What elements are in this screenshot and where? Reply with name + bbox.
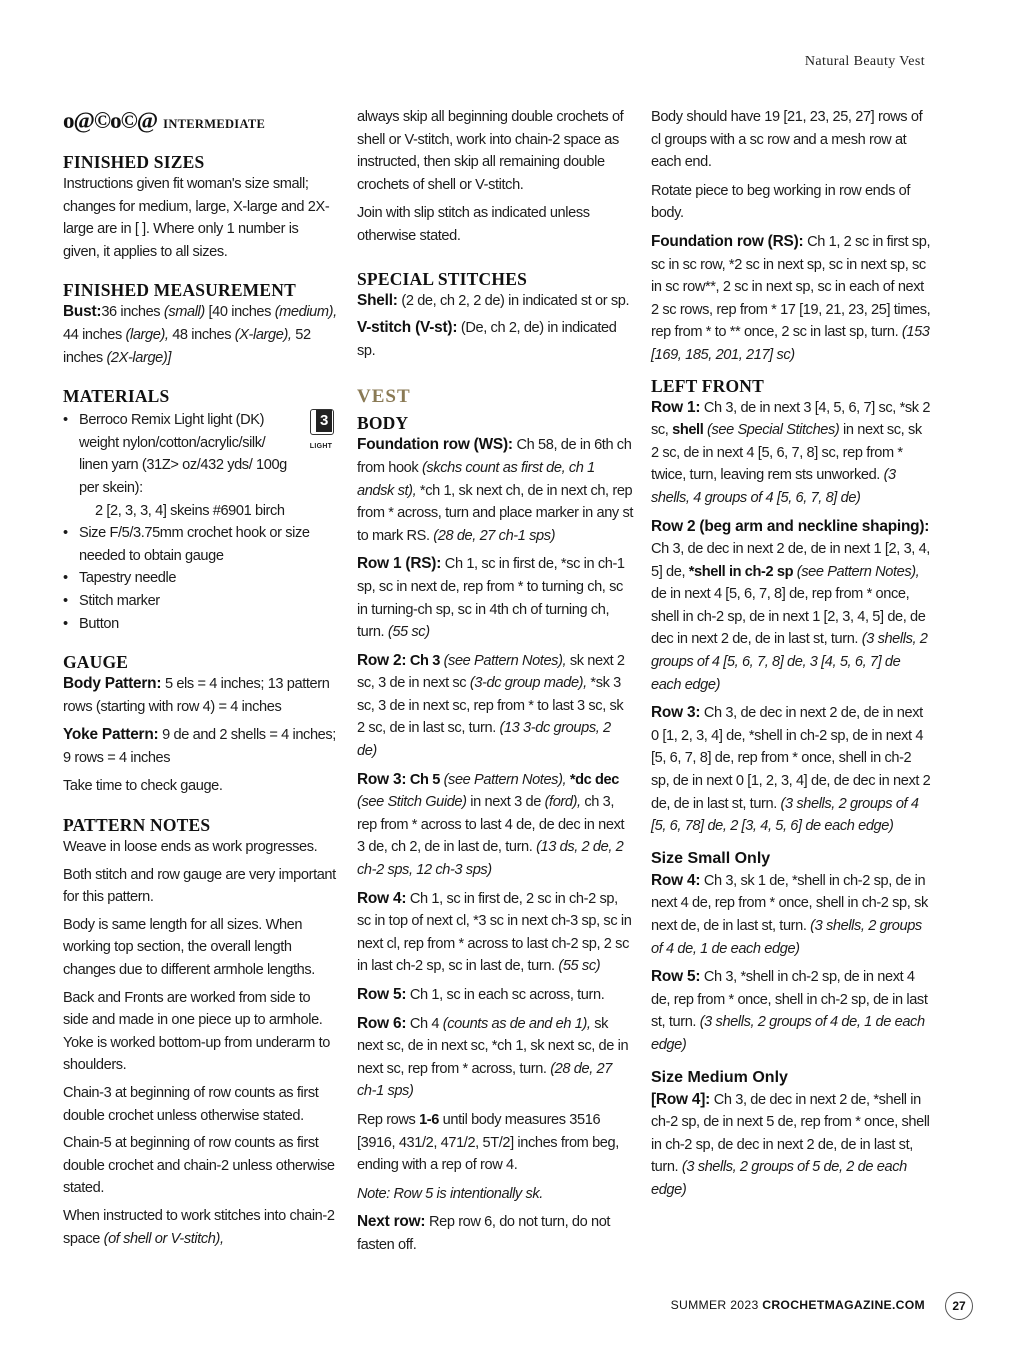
row-text: Ch 1, sc in first de, 2 sc in ch-2 sp, sc in top of next cl, *3 sc in next ch-3 sp, sc in next cl, rep from * across to last ch-2 sp, 2 sc in last ch-2 sp, sc in last de, turn. <box>357 890 632 975</box>
row-text: ch 3, rep from * across to last 4 de, de dec in next 3 de, ch 2, de in last de, turn. <box>357 794 625 856</box>
row-text: shell <box>672 422 704 439</box>
row-text: Ch 1, sc in first de, *sc in ch-1 sp, sc in next de, rep from * to turning ch, sc in turning-ch sp, sc in 4th ch of turning ch, turn. <box>357 556 625 641</box>
row-count: (3 shells, 2 groups of 4 [5, 6, 7, 8] de, 3 [4, 5, 6, 7] de each edge) <box>651 631 928 693</box>
page-number: 27 <box>945 1292 973 1320</box>
materials-heading: MATERIALS <box>63 386 170 407</box>
gauge-yoke-pattern <box>63 724 338 769</box>
row-text: (see Pattern Notes), <box>443 652 567 669</box>
yarn-description: Berroco Remix Light light (DK) weight nylon/cotton/acrylic/silk/ linen yarn (31Z> oz/432 yds/ 100g per skein): <box>79 412 287 496</box>
pattern-note: Body is same length for all sizes. When working top section, the overall length changes due to different armhole lengths. <box>63 916 315 979</box>
row-count: (55 sc) <box>387 624 430 641</box>
row-text: (ford), <box>544 794 581 811</box>
small-row-5 <box>651 966 931 1056</box>
row-label: Row 1: <box>651 398 701 416</box>
gauge-body-text: 5 els = 4 inches; 13 pattern rows (starting with row 4) = 4 inches <box>63 676 330 715</box>
materials-item: • Button <box>63 613 338 636</box>
yarn-weight-number: 3 <box>316 410 332 432</box>
row-text: Ch 58, de in 6th ch from hook <box>357 437 632 476</box>
row-text: until body measures 3516 [3916, 431/2, 471/2, 5T/2] inches from beg, ending with a rep of row 4. <box>357 1111 619 1174</box>
size-medium-heading: Size Medium Only <box>651 1068 788 1086</box>
row-label: Row 3: <box>357 770 407 788</box>
special-stitches-heading: SPECIAL STITCHES <box>357 268 528 289</box>
row-label: Row 3: <box>651 704 701 722</box>
row-text: Ch 3 <box>406 652 444 669</box>
row-text: *ch 1, sk next ch, de in next ch, rep from * across, turn and place marker in any st to mark RS. <box>357 482 634 544</box>
row-label: Row 5: <box>651 968 701 986</box>
row-label: Row 5: <box>357 986 407 1003</box>
pattern-note <box>63 1205 338 1250</box>
pattern-note-part: When instructed to work stitches into chain-2 space <box>63 1207 335 1247</box>
footer <box>671 1298 925 1312</box>
yoke-foundation-row <box>651 231 931 367</box>
bust-value: 44 inches <box>63 326 126 343</box>
materials-item: • Size F/5/3.75mm crochet hook or size needed to obtain gauge <box>63 522 338 567</box>
left-front-heading: LEFT FRONT <box>651 375 765 396</box>
materials-list <box>63 409 338 635</box>
footer-issue: SUMMER 2023 <box>670 1298 763 1312</box>
v-stitch-text: (De, ch 2, de) in indicated sp. <box>357 320 617 359</box>
row-text: de in next 4 [5, 6, 7, 8] de, rep from * once, shell in ch-2 sp, de in next 1 [2, 3, 4, 5] de, de dec in next 2 de, de in last st, turn. <box>651 586 926 648</box>
body-rows-note: Body should have 19 [21, 23, 25, 27] rows of cl groups with a sc row and a mesh row at each end. <box>651 109 923 171</box>
gauge-heading: GAUGE <box>63 652 129 673</box>
row-4 <box>357 888 634 978</box>
row-label: Row 1 (RS): <box>357 555 442 573</box>
rotate-note: Rotate piece to beg working in row ends of body. <box>651 182 911 222</box>
bust-size: (large), <box>125 326 169 343</box>
vest-heading: VEST <box>357 386 411 408</box>
pattern-note: Weave in loose ends as work progresses. <box>63 839 318 856</box>
row-count: (13 3-dc groups, 2 de) <box>357 720 611 760</box>
bust-size: (medium), <box>274 304 337 321</box>
running-head: Natural Beauty Vest <box>804 54 925 69</box>
row-text: in next 3 de <box>466 794 545 811</box>
row-count: (3 shells, 2 groups of 4 de, 1 de each edge) <box>651 918 922 957</box>
shell-stitch <box>357 290 634 313</box>
foundation-row <box>357 434 634 547</box>
row-count: (3 shells, 2 groups of 4 de, 1 de each edge) <box>651 1014 925 1053</box>
row-text: (see Pattern Notes), <box>793 563 920 580</box>
yarn-quantity: 2 [2, 3, 3, 4] skeins #6901 birch <box>95 502 285 519</box>
bust-value: [40 inches <box>204 304 275 321</box>
pattern-note: Both stitch and row gauge are very important for this pattern. <box>63 866 336 906</box>
gauge-body-label: Body Pattern: <box>63 675 162 693</box>
small-row-4 <box>651 870 931 960</box>
row-count: (13 ds, 2 de, 2 ch-2 sps, 12 ch-3 sps) <box>357 839 624 879</box>
row-text: (skchs count as first de, ch 1 andsk st), <box>357 459 595 499</box>
row-text: Ch 1, 2 sc in first sp, sc in sc row, *2 sc in next sp, sc in next sp, sc in sc row**, 2 sc in next sp, sc in each of next 2 sc rows, rep from * 17 [19, 21, 23, 25] times, rep from * to ** once, 2 sc in last sp, turn. <box>651 233 931 341</box>
note: Note: Row 5 is intentionally sk. <box>357 1185 543 1202</box>
row-count: (3 shells, 2 groups of 4 [5, 6, 78] de, 2 [3, 4, 5, 6] de each edge) <box>651 795 919 835</box>
footer-magazine: CROCHETMAGAZINE.COM <box>762 1298 925 1312</box>
gauge-note: Take time to check gauge. <box>63 778 223 795</box>
finished-measurement-text <box>63 301 338 369</box>
materials-item-yarn <box>63 409 338 522</box>
row-count: (55 sc) <box>558 958 601 975</box>
skill-level-icon: o@©o©@ <box>63 108 158 133</box>
repeat-instruction <box>357 1109 634 1177</box>
next-row <box>357 1211 634 1256</box>
bust-size: (X-large), <box>234 326 292 343</box>
pattern-note: Back and Fronts are worked from side to side and made in one piece up to armhole. Yoke is worked bottom-up from underarm to shoulders. <box>63 989 330 1074</box>
row-count: (28 de, 27 ch-1 sps) <box>433 527 556 544</box>
row-3 <box>357 769 634 882</box>
row-text: Ch 3, de dec in next 2 de, *shell in ch-2 sp, de in next 5 de, rep from * once, shell in ch-2 sp, de dec in next 2 de, de in last st, turn. <box>651 1091 930 1176</box>
row-text: Rep rows <box>357 1111 420 1128</box>
bust-value: 36 inches <box>101 304 164 321</box>
finished-sizes-text: Instructions given fit woman's size small; changes for medium, large, X-large and 2X-large are in [ ]. Where only 1 number is given, it applies to all sizes. <box>63 176 330 260</box>
row-text: (counts as de and eh 1), <box>442 1015 591 1032</box>
row-text: *shell in ch-2 sp <box>688 563 794 580</box>
column-3 <box>651 108 931 1208</box>
row-label: Next row: <box>357 1213 426 1231</box>
row-text: Ch 1, sc in each sc across, turn. <box>406 987 605 1003</box>
v-stitch-label: V-stitch (V-st): <box>357 319 458 337</box>
medium-row-4 <box>651 1089 931 1202</box>
v-stitch <box>357 317 634 362</box>
left-front-row-1 <box>651 397 931 510</box>
materials-item: • Tapestry needle <box>63 567 338 590</box>
pattern-note: Join with slip stitch as indicated unless otherwise stated. <box>357 205 590 244</box>
size-small-heading: Size Small Only <box>651 849 771 867</box>
bust-value: 52 inches <box>63 326 311 366</box>
row-label: Foundation row (WS): <box>357 436 513 454</box>
finished-sizes-heading: FINISHED SIZES <box>63 152 205 172</box>
bust-value: 48 inches <box>168 326 235 343</box>
row-text: (3-dc group made), <box>469 675 587 692</box>
row-label: Row 4: <box>357 889 407 907</box>
gauge-yoke-text: 9 de and 2 shells = 4 inches; 9 rows = 4 inches <box>63 727 336 766</box>
row-text: Rep row 6, do not turn, do not fasten off. <box>357 1214 611 1253</box>
bust-size: (small) <box>163 304 205 321</box>
row-count: (28 de, 27 ch-1 sps) <box>357 1060 612 1100</box>
column-2 <box>357 108 634 1263</box>
gauge-yoke-label: Yoke Pattern: <box>63 726 159 744</box>
row-label: [Row 4]: <box>651 1090 711 1108</box>
finished-measurement-heading: FINISHED MEASUREMENT <box>63 280 296 301</box>
left-front-row-3 <box>651 702 931 838</box>
yarn-weight-label: LIGHT <box>309 443 333 451</box>
row-text: Ch 3, *shell in ch-2 sp, de in next 4 de, rep from * once, shell in ch-2 sp, de in last st, turn. <box>651 969 928 1031</box>
bust-label: Bust: <box>63 303 102 321</box>
row-text: Ch 4 <box>406 1015 443 1032</box>
row-text: 1-6 <box>419 1111 439 1128</box>
row-count: (153 [169, 185, 201, 217] sc) <box>651 324 930 363</box>
row-text: *dc dec <box>566 771 619 788</box>
column-1 <box>63 108 338 1255</box>
row-text: sk next 2 sc, 3 de in next sc <box>357 652 625 692</box>
row-2 <box>357 650 634 763</box>
row-label: Row 4: <box>651 871 701 889</box>
row-text: Ch 3, sk 1 de, *shell in ch-2 sp, de in next 4 de, rep from * once, shell in ch-2 sp, sk next de, de in last st, turn. <box>651 872 928 934</box>
left-front-row-2 <box>651 516 931 697</box>
yarn-weight-icon <box>304 409 338 449</box>
pattern-note-part: (of shell or V-stitch), <box>103 1230 224 1247</box>
pattern-note-continued: always skip all beginning double crochets of shell or V-stitch, work into chain-2 space as instructed, then skip all remaining double crochets of shell or V-stitch. <box>357 109 624 193</box>
row-text: (see Stitch Guide) <box>357 794 467 811</box>
row-label: Foundation row (RS): <box>651 232 804 250</box>
shell-text: (2 de, ch 2, 2 de) in indicated st or sp. <box>397 292 630 309</box>
gauge-body-pattern <box>63 673 338 718</box>
materials-item: • Stitch marker <box>63 590 338 613</box>
row-text: Ch 3, de dec in next 2 de, de in next 0 [1, 2, 3, 4] de, *shell in ch-2 sp, de in next 4 [5, 6, 7, 8] de, rep from * once, shell in ch-2 sp, de in next 0 [1, 2, 3, 4] de, de dec in next 2 de, de in last st, turn. <box>651 705 931 812</box>
row-text: in next sc, sk 2 sc, de in next 4 [5, 6, 7, 8] sc, rep from * twice, turn, leaving rem sts unworked. <box>651 422 922 484</box>
bust-size: (2X-large)] <box>106 349 171 366</box>
row-count: (3 shells, 4 groups of 4 [5, 6, 7, 8] de) <box>651 467 896 506</box>
body-heading: BODY <box>357 413 409 434</box>
row-text: (see Pattern Notes), <box>443 771 567 788</box>
row-text: sk next sc, de in next sc, *ch 1, sk next sc, de in next sc, rep from * across, turn. <box>357 1015 629 1077</box>
pattern-note: Chain-5 at beginning of row counts as first double crochet and chain-2 unless otherwise stated. <box>63 1135 335 1197</box>
row-text: *sk 3 sc, 3 de in next sc, rep from * to last 3 sc, sk 2 sc, de in last sc, turn. <box>357 675 624 737</box>
row-text: Ch 3, de in next 3 [4, 5, 6, 7] sc, *sk 2 sc, <box>651 399 931 439</box>
skill-level <box>63 108 338 132</box>
row-label: Row 2: <box>357 651 407 669</box>
row-text: Ch 5 <box>406 771 444 788</box>
pattern-note: Chain-3 at beginning of row counts as first double crochet unless otherwise stated. <box>63 1085 319 1124</box>
shell-label: Shell: <box>357 291 398 309</box>
row-6 <box>357 1013 634 1103</box>
row-text: (see Special Stitches) <box>703 422 840 439</box>
row-text: Ch 3, de dec in next 2 de, de in next 1 [2, 3, 4, 5] de, <box>651 541 930 580</box>
row-label: Row 2 (beg arm and neckline shaping): <box>651 517 930 535</box>
row-1 <box>357 553 634 643</box>
row-count: (3 shells, 2 groups of 5 de, 2 de each edge) <box>651 1159 907 1198</box>
row-5 <box>357 984 634 1007</box>
pattern-notes-heading: PATTERN NOTES <box>63 815 211 836</box>
row-label: Row 6: <box>357 1014 407 1032</box>
skill-level-label: INTERMEDIATE <box>163 117 266 131</box>
